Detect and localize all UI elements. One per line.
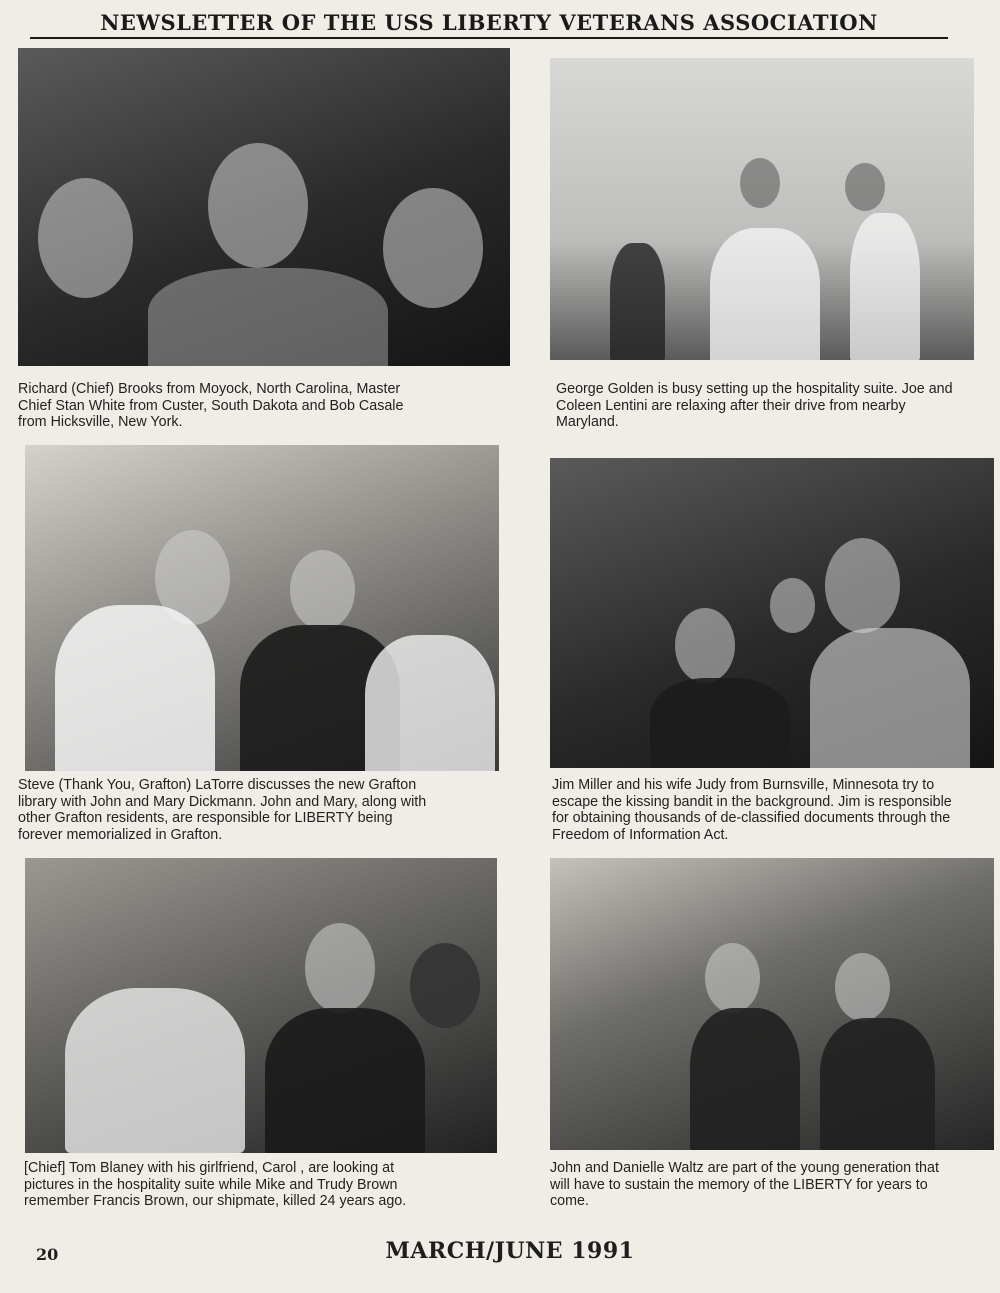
photo-brooks-white-casale xyxy=(18,48,510,366)
caption-photo-5: [Chief] Tom Blaney with his girlfriend, Carol , are looking at pictures in the hospitality suite while Mike and Trudy Brown remember Francis Brown, our shipmate, killed 24 years ago. xyxy=(24,1160,407,1209)
photo-blaney-and-browns xyxy=(25,858,497,1153)
newsletter-masthead: NEWSLETTER OF THE USS LIBERTY VETERANS ASSOCIATION xyxy=(30,10,948,39)
photo-jim-and-judy-miller xyxy=(550,458,994,768)
caption-photo-6: John and Danielle Waltz are part of the young generation that will have to sustain the memory of the LIBERTY for years to come. xyxy=(550,1160,939,1209)
caption-photo-1: Richard (Chief) Brooks from Moyock, North Carolina, Master Chief Stan White from Custer, South Dakota and Bob Casale from Hicksville, New York. xyxy=(18,381,404,430)
issue-date: MARCH/JUNE 1991 xyxy=(385,1238,635,1264)
caption-photo-4: Jim Miller and his wife Judy from Burnsville, Minnesota try to escape the kissing bandit in the background. Jim is responsible for obtaining thousands of de-classified documents through the Freedom of Information Act. xyxy=(552,777,952,843)
photo-john-and-danielle-waltz xyxy=(550,858,994,1150)
photo-hospitality-suite-setup xyxy=(550,58,974,360)
caption-photo-2: George Golden is busy setting up the hospitality suite. Joe and Coleen Lentini are relaxing after their drive from nearby Maryland. xyxy=(556,381,953,430)
photo-latorre-dickmann xyxy=(25,445,499,771)
page-number: 20 xyxy=(36,1245,59,1264)
caption-photo-3: Steve (Thank You, Grafton) LaTorre discusses the new Grafton library with John and Mary Dickmann. John and Mary, along with other Grafton residents, are responsible for LIBERTY being forever memorialized in Grafton. xyxy=(18,777,427,843)
